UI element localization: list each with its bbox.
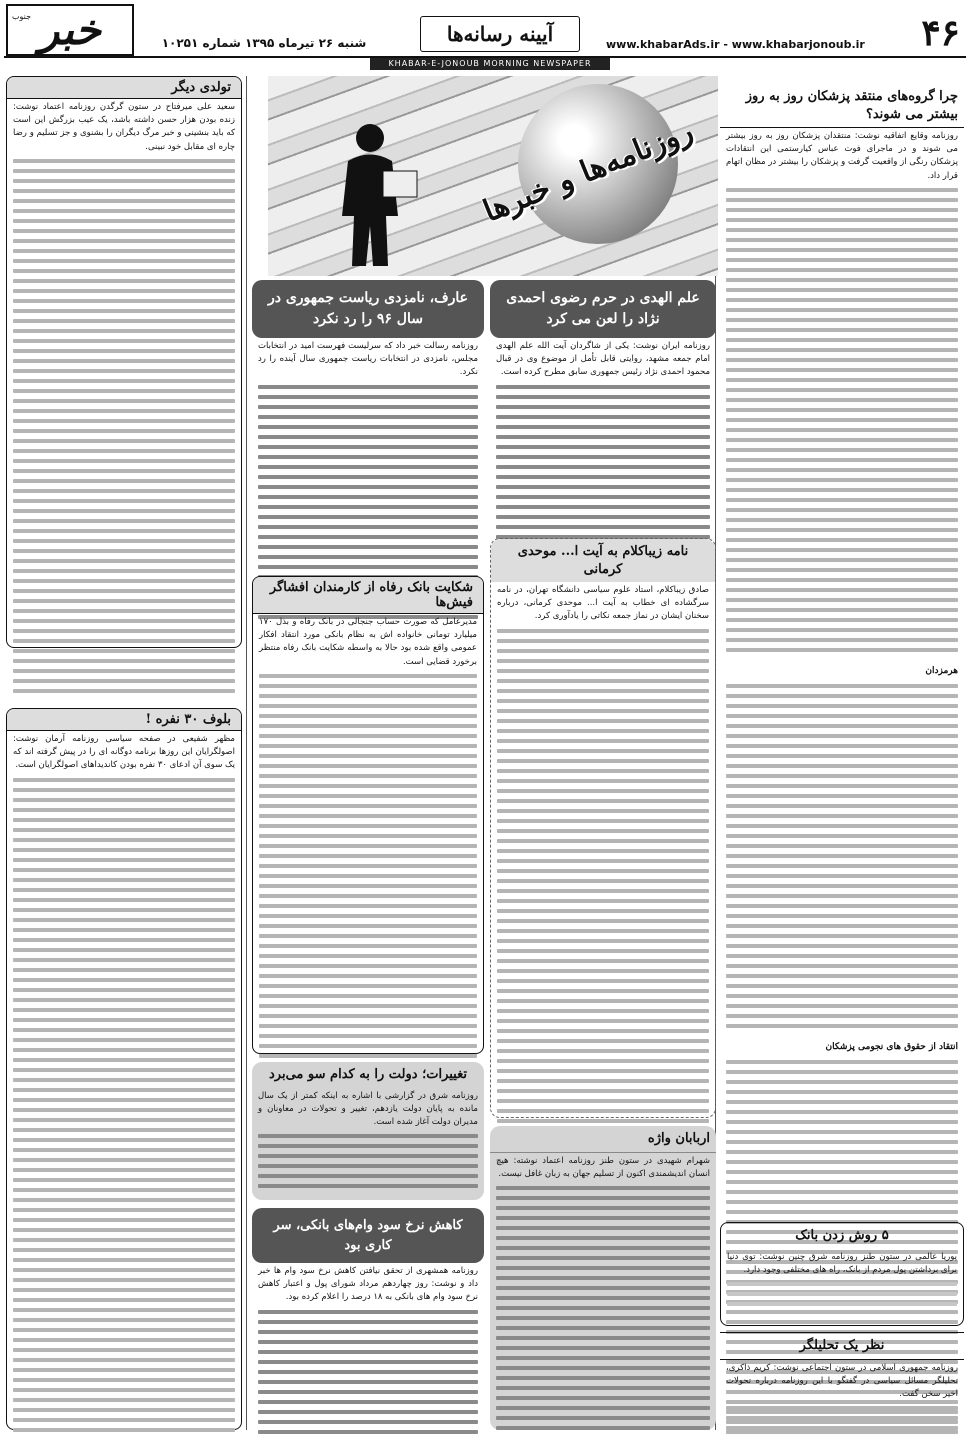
article-lead: پوریا عالمی در ستون طنز روزنامه شرق چنین نوشت: توی دنیا برای برداشتن پول مردم از بانک، راه های مختلفی وجود دارد. xyxy=(727,1251,957,1275)
article-body-text xyxy=(252,1131,484,1197)
article-bluff xyxy=(6,708,242,1430)
article-bank-ways xyxy=(720,1222,964,1326)
article-headline: علم الهدی در حرم رضوی احمدی نژاد را لعن می کرد xyxy=(490,280,716,338)
article-lead: روزنامه ایران نوشت: یکی از شاگردان آیت الله علم الهدی امام جمعه مشهد، روایتی قابل تأمل از موضوع وی در قبال محمود احمدی نژاد رئیس جمهوری سابق مطرح کرده است. xyxy=(496,341,710,378)
article-lead: روزنامه همشهری از تحقق نیافتن کاهش نرخ سود وام ها خبر داد و نوشت: روز چهاردهم مرداد شورای پول و اعتبار کاهش نرخ سود وام های بانکی به ۱۸ درصد را اعلام کرده بود. xyxy=(258,1266,478,1303)
article-lead: مظهر شفیعی در صفحه سیاسی روزنامه آرمان نوشت: اصولگرایان این روزها برنامه دوگانه ای را در پیش گرفته اند که یک سوی آن ادعای ۳۰ نفره بودن کاندیداهای اصولگرایان است. xyxy=(13,734,235,771)
article-lead: روزنامه جمهوری اسلامی در ستون اجتماعی نوشت: کریم ذاکری، تحلیلگر مسائل سیاسی در گفتگو با این روزنامه درباره تحولات اخیر سخن گفت. xyxy=(726,1362,958,1399)
article-body-text xyxy=(7,775,241,1435)
article-doctors xyxy=(720,84,964,1214)
logo-text: خبر xyxy=(39,5,101,54)
article-bank-complaint xyxy=(252,576,484,1054)
issue-dateline: شنبه ۲۶ تیرماه ۱۳۹۵ شماره ۱۰۲۵۱ xyxy=(161,36,367,50)
newspaper-logo xyxy=(6,4,134,56)
article-lead: روزنامه وقایع اتفاقیه نوشت: منتقدان پزشکان روز به روز بیشتر می شوند و در ماجرای فوت عباس کیارستمی این انتقادات پزشکان رنگی از واقعیت گرفت و پزشکان را بیشتر در مظان اتهام قرار داد. xyxy=(726,131,958,181)
website-urls: www.khabarAds.ir - www.khabarjonoub.ir xyxy=(606,38,865,51)
article-changes xyxy=(252,1062,484,1200)
article-other-birth xyxy=(6,76,242,648)
article-headline: بلوف ۳۰ نفره ! xyxy=(7,709,241,731)
article-body-text xyxy=(721,1279,963,1315)
article-kermani-letter xyxy=(490,538,716,1118)
logo-subtext: جنوب xyxy=(12,12,32,21)
article-body-text xyxy=(720,185,964,661)
article-body-text xyxy=(253,671,483,1117)
article-alamolhoda xyxy=(490,280,716,530)
article-body-text xyxy=(491,626,715,1212)
article-subheading: انتقاد از حقوق های نجومی پزشکان xyxy=(825,1041,958,1052)
reader-silhouette-icon xyxy=(328,116,418,266)
article-lead: سعید علی میرفتاح در ستون گرگدن روزنامه اعتماد نوشت: زنده بودن هزار حسن داشته باشد، یک عیب بزرگش این است که باید بنشینی و خبر مرگ دیگران را بشنوی و جز تسلیم و رضا چاره ای مقابل خود نبینی. xyxy=(13,102,235,152)
article-body-text xyxy=(7,156,241,702)
article-headline: نظر یک تحلیلگر xyxy=(720,1332,964,1360)
article-headline: چرا گروه‌های منتقد پزشکان روز به روز بیشتر می شوند؟ xyxy=(720,84,964,128)
article-lead: مدیرعامل که صورت حساب جنجالی در بانک رفاه و بذل ۱۷۰ میلیارد تومانی خانواده اش به نظام بانکی مورد انتقاد افکار عمومی واقع شده بود حالا به واسطه شکایت بانک رفاه منتظر برخورد قضایی است. xyxy=(259,617,477,667)
column-divider xyxy=(246,76,247,1430)
article-headline: اربابان واژه xyxy=(490,1126,716,1153)
article-headline: کاهش نرخ سود وام‌های بانکی، سر کاری بود xyxy=(252,1208,484,1263)
section-title: آیینه رسانه‌ها xyxy=(420,16,580,52)
newspapers-photo xyxy=(268,76,718,276)
article-words xyxy=(490,1126,716,1430)
article-lead: روزنامه شرق در گزارشی با اشاره به اینکه کمتر از یک سال مانده به پایان دولت یازدهم، تغییر و تحولات در معاونان و مدیران دولت آغاز شده است. xyxy=(258,1090,478,1127)
photo-overlay-title: روزنامه‌ها و خبرها xyxy=(478,113,698,229)
article-headline: تولدی دیگر xyxy=(7,77,241,99)
page-number: ۴۶ xyxy=(921,12,960,54)
newspaper-subtitle: KHABAR-E-JONOUB MORNING NEWSPAPER xyxy=(370,58,610,70)
article-body-text xyxy=(720,1403,964,1435)
article-analyst-view xyxy=(720,1332,964,1430)
article-lead: روزنامه رسالت خبر داد که سرلیست فهرست امید در انتخابات مجلس، نامزدی در انتخابات ریاست جمهوری سال آینده را رد نکرد. xyxy=(258,341,478,378)
article-subheading: هرمزدان xyxy=(925,665,958,676)
article-interest-rates xyxy=(252,1208,484,1430)
article-headline: ۵ روش زدن بانک xyxy=(795,1228,889,1243)
article-body-text xyxy=(720,681,964,1037)
article-lead: صادق زیباکلام، استاد علوم سیاسی دانشگاه تهران، در نامه سرگشاده ای خطاب به آیت ا... موحدی کرمانی، درباره سخنان ایشان در نماز جمعه نکاتی را یادآوری کرد. xyxy=(497,585,709,622)
article-headline: نامه زیباکلام به آیت ا... موحدی کرمانی xyxy=(491,539,715,582)
article-headline: شکایت بانک رفاه از کارمندان افشاگر فیش‌ها xyxy=(253,577,483,614)
article-body-text xyxy=(252,1307,484,1435)
article-body-text xyxy=(490,1183,716,1435)
article-aref xyxy=(252,280,484,570)
article-lead: شهرام شهیدی در ستون طنز روزنامه اعتماد نوشته: هیچ انسان اندیشمندی اکنون از تسلیم جهان به زبان غافل نیست. xyxy=(496,1155,710,1179)
masthead xyxy=(0,0,970,70)
article-headline: تغییرات؛ دولت را به کدام سو می‌برد xyxy=(269,1067,467,1082)
article-headline: عارف، نامزدی ریاست جمهوری در سال ۹۶ را رد نکرد xyxy=(252,280,484,338)
